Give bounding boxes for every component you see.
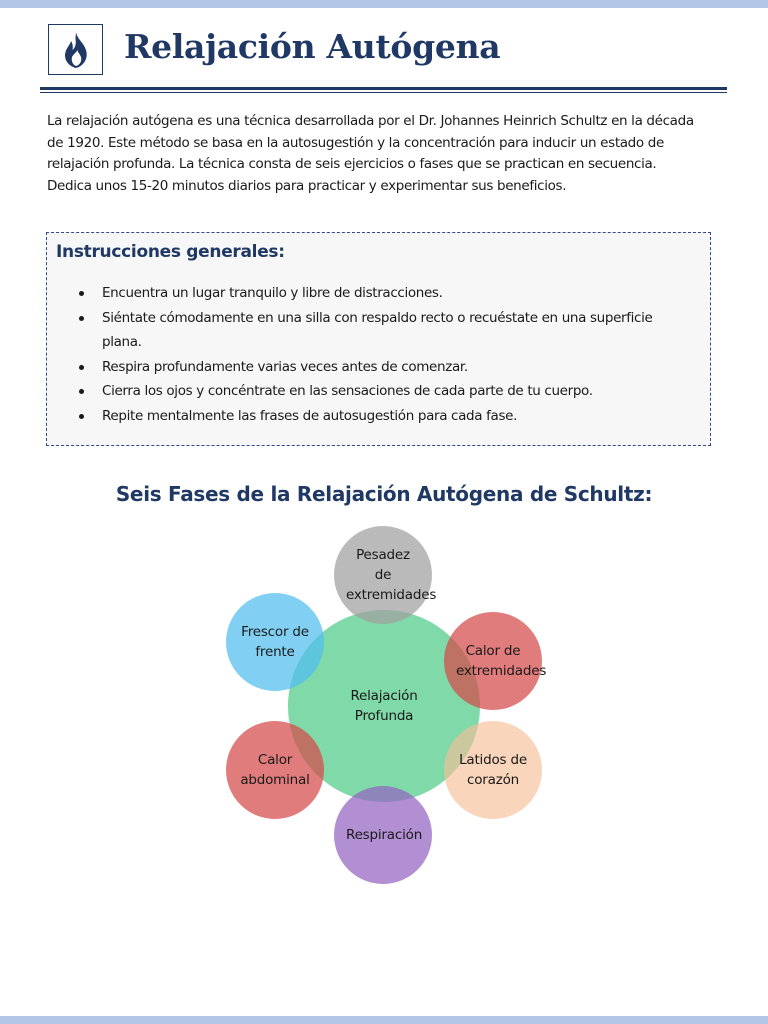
header-rule-thick [40, 87, 727, 90]
flame-icon [62, 31, 90, 69]
logo-box [48, 24, 103, 75]
phase-circle-heaviness [334, 526, 437, 624]
header-rule-thin [40, 92, 727, 93]
bullet-icon [79, 291, 84, 296]
phases-title: Seis Fases de la Relajación Autógena de Schultz: [115, 482, 653, 506]
list-item-text: Repite mentalmente las frases de autosugestión para cada fase. [102, 407, 518, 424]
top-accent-bar [0, 0, 768, 8]
phase-label: Respiración [346, 827, 423, 843]
list-item-text: Encuentra un lugar tranquilo y libre de distracciones. [102, 285, 443, 301]
phase-label: Calor de extremidades [456, 643, 547, 679]
phase-label: Pesadez de extremidades [346, 547, 437, 603]
list-item-text: Cierra los ojos y concéntrate en las sensaciones de cada parte de tu cuerpo. [102, 383, 593, 399]
phase-label: Latidos de corazón [459, 752, 527, 788]
center-label: Relajación Profunda [350, 688, 418, 724]
bullet-icon [79, 389, 84, 394]
phase-circle-breathing [334, 786, 432, 884]
list-item-text: Respira profundamente varias veces antes de comenzar. [102, 358, 468, 375]
page-header [48, 24, 728, 78]
bullet-icon [79, 316, 84, 321]
list-item [79, 404, 694, 429]
phase-circle-abdominal-warmth [226, 721, 324, 819]
list-item [79, 281, 694, 306]
phase-circle-forehead-cool [226, 593, 324, 691]
list-item [79, 306, 694, 355]
bottom-accent-bar [0, 1016, 768, 1024]
phase-label: Frescor de frente [241, 624, 309, 660]
list-item-text: Siéntate cómodamente en una silla con respaldo recto o recuéstate en una superficie plana. [102, 309, 653, 350]
phase-circle-limb-warmth [444, 612, 547, 710]
bullet-icon [79, 365, 84, 370]
list-item [79, 355, 694, 380]
instructions-list [79, 281, 694, 428]
instructions-box [46, 232, 711, 446]
phase-label: Calor abdominal [240, 752, 310, 788]
instructions-heading: Instrucciones generales: [56, 242, 285, 262]
phases-diagram [0, 520, 768, 900]
bullet-icon [79, 414, 84, 419]
intro-paragraph: La relajación autógena es una técnica desarrollada por el Dr. Johannes Heinrich Schultz en la década de 1920. Este método se basa en la autosugestión y la concentración para inducir un estado de relajación profunda. La técnica consta de seis ejercicios o fases que se practican en secuencia. Dedica unos 15-20 minutos diarios para practicar y experimentar sus beneficios. [47, 113, 694, 194]
list-item [79, 379, 694, 404]
phase-circle-heartbeat [444, 721, 542, 819]
page-title: Relajación Autógena [124, 27, 501, 66]
